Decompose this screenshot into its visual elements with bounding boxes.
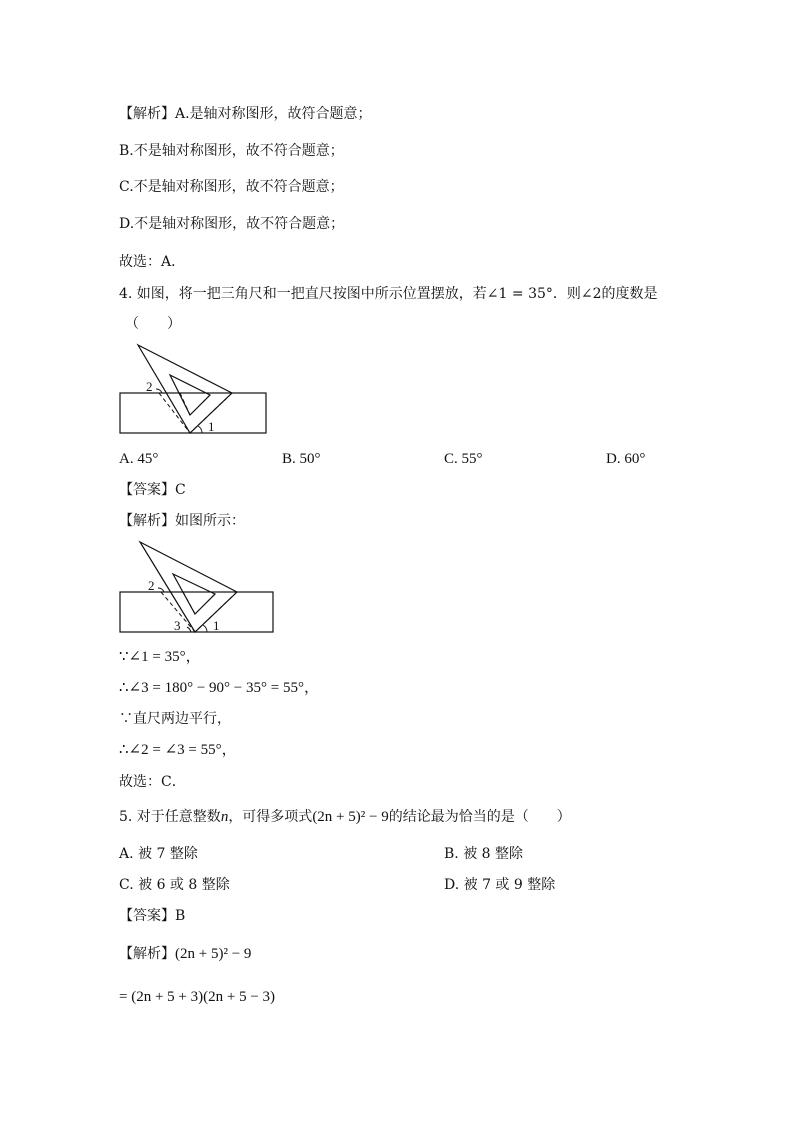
q5-option-d: D. 被 7 或 9 整除 bbox=[444, 877, 556, 893]
angle-2-arc bbox=[156, 389, 162, 393]
dashed-edge bbox=[159, 393, 190, 433]
q4-option-c: C. 55° bbox=[444, 451, 483, 467]
angle-1-arc bbox=[203, 625, 207, 632]
q4-step-2: ∴∠3 = 180° − 90° − 35° = 55°， bbox=[119, 680, 319, 696]
q5-option-c: C. 被 6 或 8 整除 bbox=[119, 877, 230, 893]
q5-option-a: A. 被 7 整除 bbox=[119, 846, 198, 862]
angle-1-label: 1 bbox=[213, 618, 220, 633]
analysis-text: A.是轴对称图形，故符合题意； bbox=[175, 106, 372, 122]
triangle-outer bbox=[140, 542, 237, 632]
q5-variable: n bbox=[220, 809, 229, 825]
q4-option-b: B. 50° bbox=[282, 451, 321, 467]
angle-1-label: 1 bbox=[208, 419, 215, 434]
q5-answer: 【答案】B bbox=[119, 908, 186, 924]
q4-option-a: A. 45° bbox=[119, 451, 159, 467]
q3-analysis-line-4: D.不是轴对称图形，故不符合题意； bbox=[119, 216, 345, 232]
q3-analysis-line-3: C.不是轴对称图形，故不符合题意； bbox=[119, 179, 344, 195]
q4-step-4: ∴∠2 = ∠3 = 55°， bbox=[119, 742, 237, 758]
triangle-inner bbox=[173, 574, 215, 614]
q4-analysis-intro: 【解析】如图所示： bbox=[119, 513, 245, 529]
angle-2-label: 2 bbox=[148, 578, 155, 593]
q3-analysis-line-2: B.不是轴对称图形，故不符合题意； bbox=[119, 143, 344, 159]
q4-step-3: ∵直尺两边平行， bbox=[119, 711, 231, 727]
q5-stem bbox=[119, 808, 571, 826]
q4-figure-1 bbox=[115, 340, 275, 440]
q4-blank: （ ） bbox=[125, 316, 181, 332]
q4-option-d: D. 60° bbox=[606, 451, 646, 467]
q5-option-b: B. 被 8 整除 bbox=[444, 846, 523, 862]
analysis-label: 【解析】 bbox=[119, 106, 175, 122]
q5-stem-middle: ，可得多项式 bbox=[228, 809, 313, 825]
q4-conclusion: 故选：C． bbox=[119, 774, 186, 790]
analysis-label: 【解析】 bbox=[119, 946, 175, 962]
angle-3-arc bbox=[187, 627, 191, 632]
q5-expression: (2n + 5)² − 9 bbox=[312, 809, 389, 825]
q5-analysis-expression: (2n + 5)² − 9 bbox=[175, 946, 252, 962]
q4-step-1: ∵∠1 = 35°， bbox=[119, 649, 201, 665]
q4-answer: 【答案】C bbox=[119, 482, 186, 498]
q5-stem-prefix: 5. 对于任意整数 bbox=[119, 809, 221, 825]
q5-stem-suffix: 的结论最为恰当的是（ ） bbox=[388, 809, 571, 825]
angle-2-arc bbox=[158, 588, 164, 592]
q4-stem: 4. 如图，将一把三角尺和一把直尺按图中所示位置摆放，若∠1 = 35°．则∠2的度数是 bbox=[119, 286, 658, 302]
q3-analysis-line-1 bbox=[119, 105, 372, 123]
ruler bbox=[120, 393, 266, 433]
q5-analysis bbox=[119, 945, 251, 963]
q4-figure-2 bbox=[115, 537, 285, 637]
angle-2-label: 2 bbox=[146, 379, 153, 394]
angle-3-label: 3 bbox=[174, 618, 181, 633]
q3-conclusion: 故选：A． bbox=[119, 254, 186, 270]
q5-step-1: = (2n + 5 + 3)(2n + 5 − 3) bbox=[119, 989, 276, 1005]
angle-1-arc bbox=[198, 426, 202, 433]
